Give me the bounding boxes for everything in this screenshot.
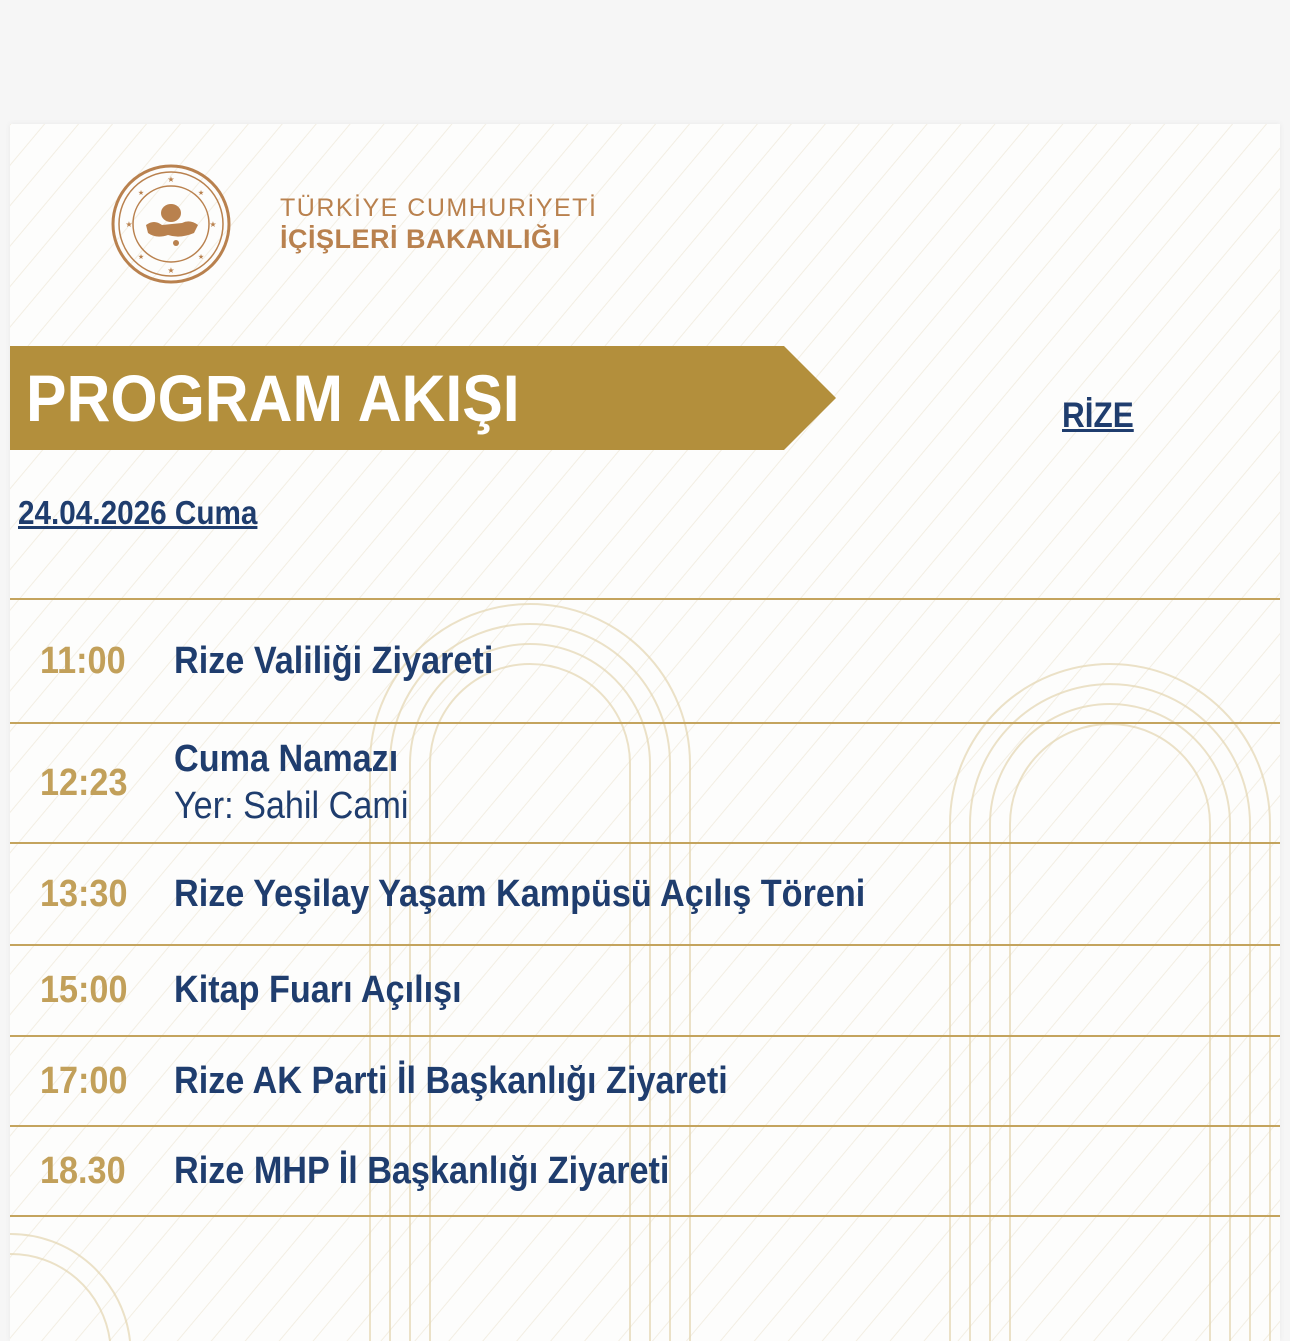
- date-link[interactable]: 24.04.2026 Cuma: [18, 494, 258, 531]
- schedule-time: 12:23: [40, 761, 128, 804]
- ministry-line1: TÜRKİYE CUMHURİYETİ: [280, 194, 598, 222]
- city-link[interactable]: RİZE: [1062, 396, 1134, 435]
- schedule-row: [10, 598, 1280, 722]
- banner-title: PROGRAM AKIŞI: [26, 361, 520, 435]
- schedule-time: 15:00: [40, 969, 128, 1011]
- schedule-time: 11:00: [40, 639, 126, 682]
- svg-text:★: ★: [197, 254, 205, 261]
- schedule-time: 18.30: [40, 1149, 126, 1192]
- schedule-event: Kitap Fuarı Açılışı: [174, 969, 462, 1011]
- svg-text:★: ★: [137, 190, 145, 197]
- schedule-time: 13:30: [40, 872, 128, 915]
- ministry-header: [110, 162, 597, 286]
- schedule-event: Cuma Namazı: [174, 738, 399, 780]
- program-banner: [10, 346, 836, 450]
- schedule-event: Rize MHP İl Başkanlığı Ziyareti: [174, 1149, 670, 1192]
- program-document: [10, 124, 1280, 1341]
- schedule-event-block: [174, 738, 408, 828]
- schedule-row: [10, 1125, 1280, 1217]
- schedule-row: [10, 842, 1280, 944]
- ministry-seal-icon: [110, 163, 232, 285]
- schedule-event: Rize AK Parti İl Başkanlığı Ziyareti: [174, 1059, 728, 1102]
- schedule-row: [10, 944, 1280, 1035]
- ministry-name: [280, 193, 597, 255]
- svg-text:★: ★: [209, 220, 217, 229]
- svg-text:★: ★: [137, 254, 145, 261]
- schedule-event-location: Yer: Sahil Cami: [174, 785, 409, 827]
- ministry-line2: İÇİŞLERİ BAKANLIĞI: [280, 224, 561, 254]
- svg-text:★: ★: [167, 175, 175, 184]
- schedule-event: Rize Yeşilay Yaşam Kampüsü Açılış Töreni: [174, 872, 866, 915]
- svg-text:★: ★: [167, 266, 175, 275]
- schedule-time: 17:00: [40, 1059, 128, 1102]
- schedule-list: [10, 598, 1280, 1217]
- schedule-row: [10, 722, 1280, 842]
- svg-text:★: ★: [197, 190, 205, 197]
- svg-text:★: ★: [125, 220, 133, 229]
- schedule-event: Rize Valiliği Ziyareti: [174, 639, 494, 682]
- schedule-row: [10, 1035, 1280, 1125]
